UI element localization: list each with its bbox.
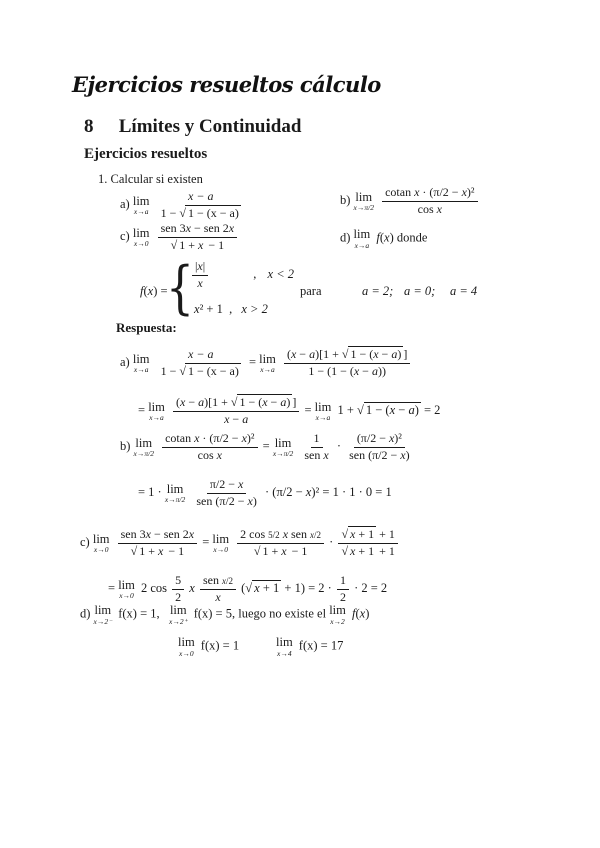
limit-operator: lim x→a	[353, 227, 371, 250]
answer-a-label: a)	[120, 355, 130, 370]
exercise-statement	[98, 172, 203, 187]
exercise-c-label: c)	[120, 229, 130, 244]
param-2: a = 0;	[404, 284, 436, 298]
answer-d-label: d)	[80, 606, 91, 621]
exercise-b-label: b)	[340, 193, 351, 208]
answer-d-val-1: f(x) = 1,	[118, 606, 160, 621]
answer-d-line-1: d) lim x→2⁻ f(x) = 1, lim x→2⁺ f(x) = 5, luego no existe el lim x→2 f(x)	[80, 603, 370, 626]
answer-b-line-1: b) lim x→π/2 $\frac{\text{cotan x · (π/2 − x)²}}{\text{cos x}}$ = lim x→π/2 $\frac{1}{\text{sen x}}$ · $\frac{\text{(π/2 − x)²}}{\text{sen (π/2 − x)}}$	[120, 432, 415, 463]
fraction: $\frac{\text{sen x/2}}{x}$	[200, 574, 236, 605]
fraction: $\frac{(x - a)[1 + √ 1 - (x - a) ]}{1 - (1 - (x - a))}$	[284, 348, 410, 379]
fraction: $\frac{x - a}{1 - √ 1 - (x - a)}$	[160, 189, 239, 220]
limit-operator: lim x→a	[259, 351, 276, 375]
exercise-d: d) lim x→a f(x) donde	[340, 227, 428, 250]
answer-d-line-2b	[276, 636, 343, 657]
limit-operator: lim x→0	[92, 531, 110, 555]
limit-operator: lim x→2	[329, 603, 346, 626]
subsection-heading: Ejercicios resueltos	[84, 146, 208, 162]
fraction: $\frac{√ x + 1 + 1}{√ x + 1 + 1}$	[338, 528, 397, 559]
fraction: $\frac{x - a}{1 - √ 1 - (x - a)}$	[160, 347, 239, 378]
answer-d-line-2	[178, 636, 239, 657]
limit-operator: lim x→0	[178, 635, 195, 658]
limit-operator: lim x→4	[276, 635, 293, 658]
exercise-c	[120, 222, 239, 253]
param-3: a = 4	[450, 284, 478, 298]
limit-operator: lim x→a	[314, 399, 332, 423]
limit-operator: lim x→π/2	[164, 481, 186, 505]
fraction: $\frac{\text{cotan x · (π/2 − x)²}}{\text{cos x}}$	[382, 186, 477, 217]
piecewise-cond-1: x < 2	[267, 267, 294, 282]
answer-b-line-2: = 1 · lim x→π/2 $\frac{\pi/2 - x}{\text{sen (π/2 − x)}}$ · (π/2 − x)² = 1 · 1 · 0 = 1	[138, 477, 392, 508]
limit-operator: lim x→2⁺	[169, 603, 188, 626]
fraction: $\frac{(x - a)[1 + √ 1 - (x - a) ]}{x - a}$	[173, 396, 299, 427]
limit-operator: lim x→0	[212, 531, 230, 555]
answer-d-lim-2: f(x) = 17	[298, 638, 344, 653]
answer-a-line-1: a) lim x→a $\frac{x - a}{1 - √ 1 - (x - a)}$ = lim x→a $\frac{(x - a)[1 + √ 1 - (x - a) ]}{1 - (1 - (x - a))}$	[120, 348, 412, 379]
fraction: $\frac{\pi/2 - x}{\text{sen (π/2 − x)}}$	[196, 477, 257, 508]
fraction: $\frac{|x|}{x}$	[192, 260, 208, 291]
param-1: a = 2;	[362, 284, 394, 298]
answer-c-label: c)	[80, 535, 90, 550]
fraction: $\frac{\text{(π/2 − x)²}}{\text{sen (π/2 − x)}}$	[349, 431, 410, 462]
answer-a-line-2: = lim x→a $\frac{(x - a)[1 + √ 1 - (x - a) ]}{x - a}$ = lim x→a 1 + √ 1 − (x − a) = 2	[138, 395, 441, 426]
answer-d-lim-1: f(x) = 1	[200, 638, 240, 653]
exercise-text: Calcular si existen	[110, 172, 203, 186]
exercise-b	[340, 186, 480, 217]
exercise-d-text: donde	[396, 230, 428, 245]
piecewise-lhs: f(x) =	[140, 284, 168, 298]
answer-d-text: luego no existe el	[238, 606, 327, 621]
limit-operator: lim x→a	[132, 193, 150, 217]
section-number: 8	[84, 116, 94, 137]
fraction: $\frac{\text{sen 3x − sen 2x}}{√ 1 + x - 1}$	[118, 528, 197, 559]
piecewise-case-1: $\frac{|x|}{x}$ , x < 2	[190, 260, 294, 291]
exercise-a	[120, 190, 246, 221]
fraction: $\frac{\text{cotan x · (π/2 − x)²}}{\text{cos x}}$	[162, 432, 257, 463]
page-header-title: Ejercicios resueltos cálculo	[72, 72, 381, 97]
fraction: $\frac{\text{sen 3x − sen 2x}}{√ 1 + x - 1}$	[158, 222, 237, 253]
piecewise-case-2: x² + 1 , x > 2	[194, 302, 268, 316]
piecewise-cond-2: x > 2	[241, 302, 268, 316]
piecewise-brace: {	[166, 254, 194, 322]
section-title: Límites y Continuidad	[118, 116, 302, 137]
exercise-d-label: d)	[340, 230, 351, 245]
limit-operator: lim x→π/2	[353, 189, 374, 213]
limit-operator: lim x→a	[148, 399, 165, 423]
piecewise-para: para	[300, 284, 322, 298]
answer-b-label: b)	[120, 439, 131, 454]
limit-operator: lim x→π/2	[133, 435, 154, 459]
exercise-number: 1.	[98, 172, 108, 186]
fraction: $\frac{5}{2}$	[172, 574, 184, 605]
limit-operator: lim x→0	[118, 577, 135, 601]
limit-operator: lim x→a	[132, 351, 150, 375]
limit-operator: lim x→2⁻	[93, 603, 113, 626]
fraction: $\frac{\text{2 cos 5/2 x sen x/2}}{√ 1 + x - 1}$	[237, 528, 324, 559]
limit-operator: lim x→0	[132, 225, 150, 249]
fraction: $\frac{1}{\text{sen x}}$	[304, 431, 329, 462]
answer-c-line-1: c) lim x→0 $\frac{\text{sen 3x − sen 2x}}{√ 1 + x - 1}$ = lim x→0 $\frac{\text{2 cos 5/2 x sen x/2}}{√ 1 + x - 1}$ · $\frac{√ x + 1 + 1}{√ x + 1 + 1}$	[80, 528, 400, 559]
answer-d-val-2: f(x) = 5,	[193, 606, 236, 621]
limit-operator: lim x→π/2	[272, 435, 294, 459]
fraction: $\frac{1}{2}$	[337, 574, 349, 605]
exercise-a-label: a)	[120, 197, 130, 212]
answer-label: Respuesta:	[116, 320, 177, 335]
section-heading	[84, 116, 301, 138]
answer-c-line-2: = lim x→0 2 cos $\frac{5}{2}$ x $\frac{\text{sen x/2}}{x}$ (√ x + 1 + 1) = 2 · $\frac{1}{2}$ · 2 = 2	[108, 573, 388, 604]
